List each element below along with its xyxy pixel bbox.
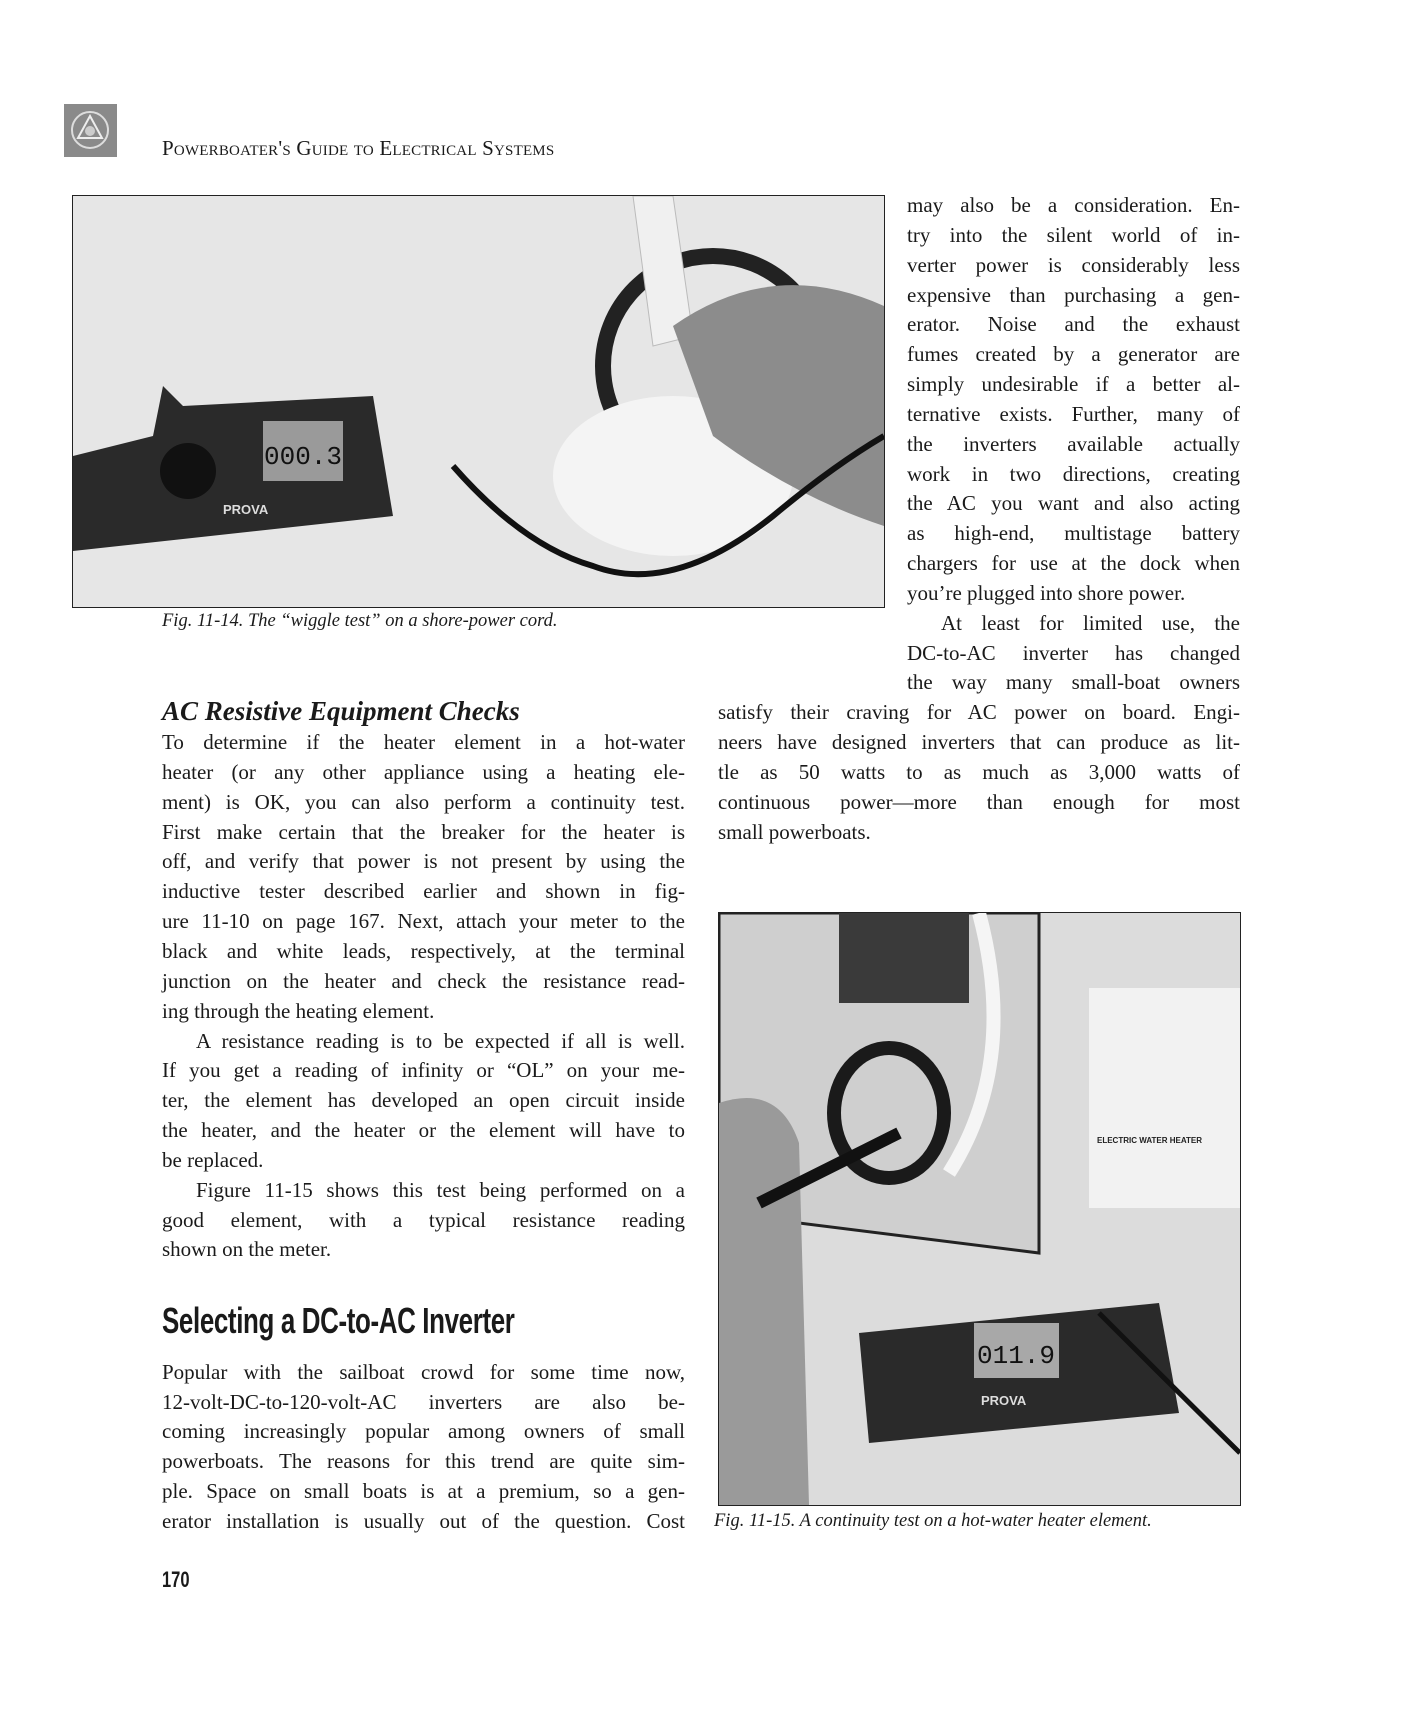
left-column-line: ment) is OK, you can also perform a continuity test. bbox=[162, 789, 685, 814]
right-column-line: the AC you want and also acting bbox=[907, 491, 1240, 516]
left-column-line: the heater, and the heater or the element will have to bbox=[162, 1118, 685, 1143]
heater-label-text: ELECTRIC WATER HEATER bbox=[1097, 1136, 1203, 1145]
right-column-line: satisfy their craving for AC power on board. Engi- bbox=[718, 700, 1240, 725]
right-column-line: the way many small-boat owners bbox=[907, 670, 1240, 695]
book-logo-icon bbox=[64, 104, 117, 157]
meter-reading: 000.3 bbox=[263, 442, 343, 472]
right-column-line: tle as 50 watts to as much as 3,000 watts of bbox=[718, 759, 1240, 784]
left-column-line: First make certain that the breaker for the heater is bbox=[162, 819, 685, 844]
right-column-line: ternative exists. Further, many of bbox=[907, 401, 1240, 426]
figure-11-14-caption: Fig. 11-14. The “wiggle test” on a shore-power cord. bbox=[162, 611, 558, 631]
left-column-line: inductive tester described earlier and shown in fig- bbox=[162, 879, 685, 904]
left-column-line: To determine if the heater element in a hot-water bbox=[162, 730, 685, 755]
right-column-line: simply undesirable if a better al- bbox=[907, 372, 1240, 397]
meter-reading: 011.9 bbox=[976, 1341, 1056, 1371]
left-column-line: erator installation is usually out of the question. Cost bbox=[162, 1508, 685, 1533]
right-column-line: DC-to-AC inverter has changed bbox=[907, 640, 1240, 665]
running-header: Powerboater's Guide to Electrical Systems bbox=[162, 136, 555, 160]
left-column-line: black and white leads, respectively, at the terminal bbox=[162, 939, 685, 963]
left-column-line: If you get a reading of infinity or “OL” on your me- bbox=[162, 1058, 685, 1083]
left-column-line: Popular with the sailboat crowd for some time now, bbox=[162, 1359, 685, 1384]
right-column-line: as high-end, multistage battery bbox=[907, 521, 1240, 546]
right-column-line: may also be a consideration. En- bbox=[907, 193, 1240, 217]
right-column-line: the inverters available actually bbox=[907, 431, 1240, 456]
section-heading-ac-resistive: AC Resistive Equipment Checks bbox=[162, 696, 520, 726]
left-column-line: ple. Space on small boats is at a premium, so a gen- bbox=[162, 1479, 685, 1504]
left-column-line: heater (or any other appliance using a heating ele- bbox=[162, 759, 685, 784]
left-column-line: Figure 11-15 shows this test being performed on a bbox=[196, 1177, 685, 1202]
left-column-line: be replaced. bbox=[162, 1147, 264, 1172]
right-column-line: At least for limited use, the bbox=[941, 610, 1240, 635]
left-column-line: good element, with a typical resistance reading bbox=[162, 1207, 685, 1232]
left-column-line: 12-volt-DC-to-120-volt-AC inverters are also be- bbox=[162, 1389, 685, 1414]
right-column-line: expensive than purchasing a gen- bbox=[907, 282, 1240, 307]
right-column-line: verter power is considerably less bbox=[907, 252, 1240, 277]
left-column-line: coming increasingly popular among owners of small bbox=[162, 1419, 685, 1444]
meter-brand: PROVA bbox=[223, 502, 269, 517]
right-column-line: fumes created by a generator are bbox=[907, 342, 1240, 367]
section-heading-selecting-inverter: Selecting a DC-to-AC Inverter bbox=[162, 1300, 515, 1341]
right-column-line: chargers for use at the dock when bbox=[907, 551, 1240, 576]
right-column-line: try into the silent world of in- bbox=[907, 222, 1240, 247]
figure-11-15-caption: Fig. 11-15. A continuity test on a hot-water heater element. bbox=[714, 1511, 1152, 1531]
right-column-line: work in two directions, creating bbox=[907, 461, 1240, 486]
right-column-line: neers have designed inverters that can produce as lit- bbox=[718, 730, 1240, 755]
left-column-line: A resistance reading is to be expected if all is well. bbox=[196, 1028, 685, 1053]
left-column-line: ure 11-10 on page 167. Next, attach your meter to the bbox=[162, 909, 685, 934]
right-column-line: continuous power—more than enough for most bbox=[718, 789, 1240, 814]
left-column-line: powerboats. The reasons for this trend are quite sim- bbox=[162, 1449, 685, 1474]
right-column-line: erator. Noise and the exhaust bbox=[907, 312, 1240, 337]
right-column-line: small powerboats. bbox=[718, 819, 871, 844]
figure-11-14-photo bbox=[72, 195, 885, 608]
left-column-line: ing through the heating element. bbox=[162, 998, 435, 1023]
right-column-line: you’re plugged into shore power. bbox=[907, 580, 1186, 605]
figure-11-15-photo bbox=[718, 912, 1241, 1506]
page-number: 170 bbox=[162, 1567, 190, 1592]
left-column-line: junction on the heater and check the resistance read- bbox=[162, 968, 685, 993]
left-column-line: shown on the meter. bbox=[162, 1237, 332, 1262]
left-column-line: ter, the element has developed an open circuit inside bbox=[162, 1088, 685, 1113]
left-column-line: off, and verify that power is not present by using the bbox=[162, 849, 685, 874]
meter-brand: PROVA bbox=[981, 1393, 1027, 1408]
